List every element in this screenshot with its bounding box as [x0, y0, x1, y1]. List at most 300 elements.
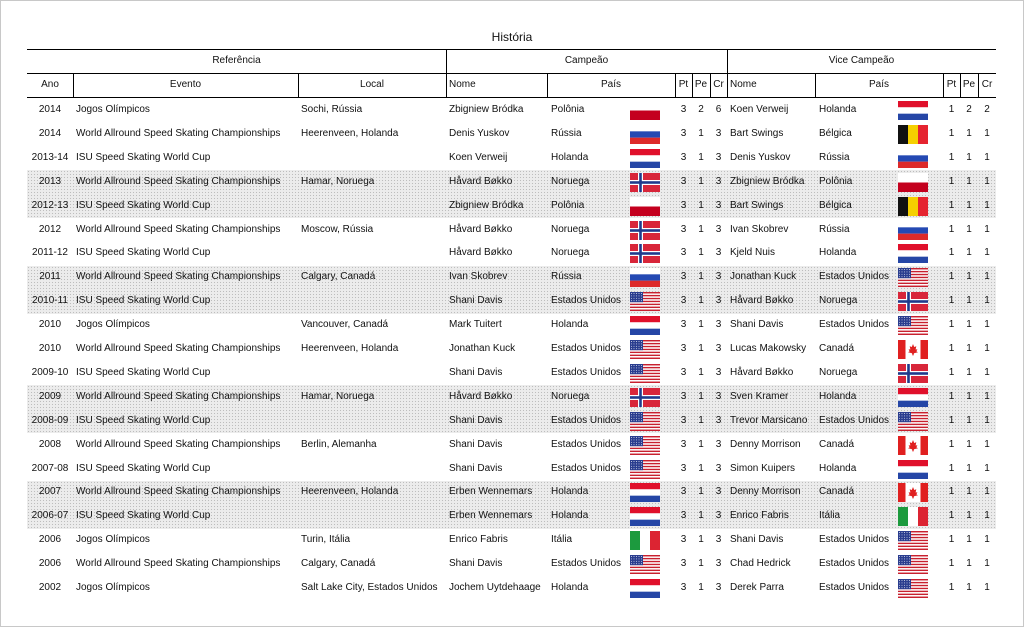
netherlands-flag — [630, 149, 660, 168]
usa-flag — [898, 555, 928, 574]
cell-runner-pt: 1 — [948, 390, 955, 402]
cell-event: World Allround Speed Skating Championships — [76, 390, 281, 402]
cell-runner-country: Bélgica — [819, 199, 852, 211]
cell-champion-pt: 3 — [680, 414, 687, 426]
cell-runner-cr: 1 — [984, 247, 990, 259]
cell-champion-name: Shani Davis — [449, 438, 503, 450]
usa-flag — [898, 412, 928, 431]
cell-year: 2014 — [38, 127, 62, 139]
cell-runner-country: Holanda — [819, 462, 857, 474]
netherlands-flag — [898, 244, 928, 263]
cell-year: 2006 — [38, 558, 62, 570]
cell-runner-country: Estados Unidos — [819, 414, 890, 426]
cell-champion-name: Erben Wennemars — [449, 510, 533, 522]
cell-champion-pe: 1 — [698, 558, 704, 570]
cell-champion-cr: 3 — [715, 534, 722, 546]
cell-event: World Allround Speed Skating Championships — [76, 486, 281, 498]
norway-flag — [630, 221, 660, 240]
cell-year: 2007 — [38, 486, 62, 498]
cell-champion-cr: 3 — [715, 366, 722, 378]
cell-runner-cr: 1 — [984, 462, 990, 474]
column-header-champion-cr: Cr — [713, 79, 724, 90]
netherlands-flag — [898, 101, 928, 120]
cell-event: Jogos Olímpicos — [76, 582, 150, 593]
italy-flag — [898, 507, 928, 526]
cell-champion-name: Shani Davis — [449, 366, 503, 378]
cell-year: 2008-09 — [31, 414, 69, 426]
cell-champion-pe: 1 — [698, 486, 704, 498]
cell-runner-pt: 1 — [948, 247, 955, 259]
cell-champion-cr: 3 — [715, 438, 722, 450]
cell-runner-pe: 1 — [966, 271, 972, 283]
cell-runner-name: Sven Kramer — [730, 390, 789, 402]
cell-runner-pe: 1 — [966, 462, 972, 474]
cell-runner-pe: 1 — [966, 366, 972, 378]
italy-flag — [630, 531, 660, 550]
cell-runner-name: Ivan Skobrev — [730, 223, 789, 235]
cell-runner-pt: 1 — [948, 486, 955, 498]
cell-champion-pe: 1 — [698, 127, 704, 139]
cell-runner-name: Trevor Marsicano — [730, 414, 808, 426]
cell-runner-pe: 1 — [966, 151, 972, 163]
cell-champion-country: Holanda — [551, 510, 589, 522]
cell-runner-pt: 1 — [948, 175, 955, 187]
cell-runner-name: Enrico Fabris — [730, 510, 789, 522]
cell-event: ISU Speed Skating World Cup — [76, 295, 211, 307]
cell-champion-cr: 3 — [715, 295, 722, 307]
cell-year: 2014 — [38, 104, 62, 115]
cell-runner-country: Noruega — [819, 366, 858, 378]
cell-runner-country: Bélgica — [819, 127, 852, 139]
cell-champion-country: Rússia — [551, 127, 582, 139]
cell-runner-pe: 1 — [966, 247, 972, 259]
russia-flag — [898, 149, 928, 168]
cell-champion-country: Polônia — [551, 104, 585, 115]
cell-champion-country: Itália — [551, 534, 573, 546]
cell-event: Jogos Olímpicos — [76, 534, 150, 546]
cell-runner-cr: 1 — [984, 582, 990, 593]
cell-runner-cr: 1 — [984, 127, 990, 139]
cell-champion-country: Noruega — [551, 223, 590, 235]
column-header-event: Evento — [169, 79, 202, 90]
cell-champion-pe: 1 — [698, 390, 704, 402]
cell-event: World Allround Speed Skating Championships — [76, 223, 281, 235]
cell-champion-pe: 1 — [698, 414, 704, 426]
column-header-runner-name: Nome — [730, 79, 757, 90]
cell-location: Hamar, Noruega — [301, 175, 375, 187]
cell-runner-country: Noruega — [819, 295, 858, 307]
cell-runner-pt: 1 — [948, 151, 955, 163]
cell-champion-pt: 3 — [680, 104, 687, 115]
cell-champion-country: Rússia — [551, 271, 582, 283]
cell-champion-pt: 3 — [680, 343, 687, 354]
table-top-rule — [27, 49, 996, 50]
cell-location: Vancouver, Canadá — [301, 319, 389, 331]
cell-year: 2007-08 — [31, 462, 69, 474]
cell-champion-cr: 3 — [715, 151, 722, 163]
cell-champion-pe: 1 — [698, 151, 704, 163]
cell-champion-cr: 3 — [715, 343, 722, 354]
cell-champion-pt: 3 — [680, 558, 687, 570]
canada-flag — [898, 483, 928, 502]
cell-champion-name: Håvard Bøkko — [449, 175, 513, 187]
canada-flag — [898, 340, 928, 359]
cell-runner-pt: 1 — [948, 319, 955, 331]
cell-runner-cr: 1 — [984, 295, 990, 307]
cell-champion-country: Holanda — [551, 582, 589, 593]
cell-runner-name: Bart Swings — [730, 127, 784, 139]
usa-flag — [630, 555, 660, 574]
cell-runner-pe: 1 — [966, 582, 972, 593]
cell-location: Heerenveen, Holanda — [301, 343, 399, 354]
cell-runner-country: Estados Unidos — [819, 319, 890, 331]
cell-champion-pt: 3 — [680, 127, 687, 139]
norway-flag — [630, 388, 660, 407]
cell-location: Moscow, Rússia — [301, 223, 374, 235]
cell-champion-country: Estados Unidos — [551, 343, 622, 354]
cell-event: World Allround Speed Skating Championships — [76, 343, 281, 354]
cell-champion-pt: 3 — [680, 151, 687, 163]
cell-champion-cr: 3 — [715, 199, 722, 211]
cell-location: Calgary, Canadá — [301, 558, 376, 570]
cell-champion-pe: 1 — [698, 223, 704, 235]
usa-flag — [898, 531, 928, 550]
cell-runner-country: Estados Unidos — [819, 534, 890, 546]
column-header-runner-country: País — [868, 79, 889, 90]
cell-runner-pe: 1 — [966, 223, 972, 235]
cell-runner-cr: 1 — [984, 486, 990, 498]
cell-year: 2009-10 — [31, 366, 69, 378]
cell-champion-cr: 6 — [715, 104, 722, 115]
cell-runner-pe: 1 — [966, 534, 972, 546]
cell-event: Jogos Olímpicos — [76, 104, 150, 115]
cell-champion-cr: 3 — [715, 414, 722, 426]
cell-runner-cr: 1 — [984, 510, 990, 522]
cell-champion-pt: 3 — [680, 366, 687, 378]
cell-champion-pt: 3 — [680, 438, 687, 450]
cell-runner-country: Estados Unidos — [819, 271, 890, 283]
belgium-flag — [898, 125, 928, 144]
cell-champion-pe: 1 — [698, 438, 704, 450]
cell-year: 2012-13 — [31, 199, 69, 211]
cell-runner-pt: 1 — [948, 127, 955, 139]
cell-runner-cr: 1 — [984, 414, 990, 426]
column-header-rule — [27, 97, 996, 98]
cell-champion-name: Shani Davis — [449, 558, 503, 570]
cell-champion-name: Håvard Bøkko — [449, 247, 513, 259]
cell-year: 2002 — [38, 582, 62, 593]
netherlands-flag — [630, 483, 660, 502]
column-header-runner-cr: Cr — [981, 79, 993, 90]
cell-champion-pe: 1 — [698, 319, 704, 331]
cell-champion-name: Denis Yuskov — [449, 127, 510, 139]
cell-champion-pe: 1 — [698, 271, 704, 283]
cell-champion-name: Ivan Skobrev — [449, 271, 508, 283]
cell-champion-name: Shani Davis — [449, 295, 503, 307]
cell-champion-pt: 3 — [680, 510, 687, 522]
cell-runner-country: Holanda — [819, 104, 857, 115]
cell-champion-pt: 3 — [680, 390, 687, 402]
cell-runner-pt: 1 — [948, 223, 955, 235]
cell-champion-cr: 3 — [715, 486, 722, 498]
cell-champion-name: Shani Davis — [449, 462, 503, 474]
cell-runner-pt: 1 — [948, 558, 955, 570]
cell-event: ISU Speed Skating World Cup — [76, 151, 211, 163]
norway-flag — [630, 244, 660, 263]
column-header-champion-pt: Pt — [678, 79, 689, 90]
cell-runner-country: Polônia — [819, 175, 853, 187]
cell-runner-cr: 1 — [984, 223, 990, 235]
cell-event: World Allround Speed Skating Championships — [76, 271, 281, 283]
poland-flag — [630, 197, 660, 216]
russia-flag — [630, 125, 660, 144]
cell-champion-pt: 3 — [680, 175, 687, 187]
cell-runner-name: Jonathan Kuck — [730, 271, 797, 283]
cell-champion-pt: 3 — [680, 582, 687, 593]
cell-location: Hamar, Noruega — [301, 390, 375, 402]
cell-champion-country: Noruega — [551, 247, 590, 259]
cell-location: Turin, Itália — [301, 534, 351, 546]
cell-champion-cr: 3 — [715, 271, 722, 283]
cell-event: Jogos Olímpicos — [76, 319, 150, 331]
cell-location: Berlin, Alemanha — [301, 438, 377, 450]
cell-runner-pt: 1 — [948, 104, 955, 115]
cell-event: ISU Speed Skating World Cup — [76, 414, 211, 426]
group-header-champion: Campeão — [564, 55, 609, 66]
cell-runner-name: Denny Morrison — [730, 438, 801, 450]
cell-event: ISU Speed Skating World Cup — [76, 462, 211, 474]
cell-year: 2012 — [38, 223, 62, 235]
belgium-flag — [898, 197, 928, 216]
cell-champion-pt: 3 — [680, 462, 687, 474]
russia-flag — [898, 221, 928, 240]
cell-runner-pe: 1 — [966, 390, 972, 402]
cell-champion-pe: 1 — [698, 247, 704, 259]
cell-year: 2008 — [38, 438, 62, 450]
netherlands-flag — [630, 316, 660, 335]
cell-champion-name: Mark Tuitert — [449, 319, 502, 331]
cell-champion-country: Estados Unidos — [551, 462, 622, 474]
cell-champion-country: Estados Unidos — [551, 295, 622, 307]
usa-flag — [630, 340, 660, 359]
cell-runner-cr: 1 — [984, 390, 990, 402]
cell-champion-name: Enrico Fabris — [449, 534, 508, 546]
poland-flag — [630, 101, 660, 120]
cell-runner-pe: 1 — [966, 558, 972, 570]
cell-runner-pt: 1 — [948, 295, 955, 307]
cell-champion-country: Estados Unidos — [551, 414, 622, 426]
cell-champion-country: Polônia — [551, 199, 585, 211]
norway-flag — [630, 173, 660, 192]
cell-champion-pe: 1 — [698, 534, 704, 546]
cell-champion-country: Noruega — [551, 390, 590, 402]
cell-location: Heerenveen, Holanda — [301, 486, 399, 498]
cell-location: Calgary, Canadá — [301, 271, 376, 283]
cell-year: 2006 — [38, 534, 62, 546]
cell-runner-name: Derek Parra — [730, 582, 784, 593]
netherlands-flag — [898, 388, 928, 407]
cell-champion-pt: 3 — [680, 319, 687, 331]
cell-runner-pt: 1 — [948, 366, 955, 378]
group-header-rule — [27, 73, 996, 74]
cell-event: World Allround Speed Skating Championships — [76, 175, 281, 187]
cell-champion-cr: 3 — [715, 223, 722, 235]
cell-champion-pe: 1 — [698, 295, 704, 307]
cell-runner-country: Canadá — [819, 438, 855, 450]
cell-event: ISU Speed Skating World Cup — [76, 366, 211, 378]
cell-champion-cr: 3 — [715, 175, 722, 187]
cell-champion-name: Koen Verweij — [449, 151, 508, 163]
cell-runner-pt: 1 — [948, 534, 955, 546]
cell-year: 2009 — [38, 390, 62, 402]
cell-event: ISU Speed Skating World Cup — [76, 510, 211, 522]
cell-runner-country: Holanda — [819, 247, 857, 259]
column-header-location: Local — [360, 79, 384, 90]
column-header-year: Ano — [41, 79, 59, 90]
cell-runner-pt: 1 — [948, 462, 955, 474]
russia-flag — [630, 268, 660, 287]
cell-champion-name: Jonathan Kuck — [449, 343, 516, 354]
usa-flag — [630, 412, 660, 431]
cell-champion-country: Estados Unidos — [551, 558, 622, 570]
cell-runner-pe: 1 — [966, 510, 972, 522]
usa-flag — [630, 292, 660, 311]
cell-runner-pt: 1 — [948, 199, 955, 211]
cell-champion-pe: 1 — [698, 199, 704, 211]
canada-flag — [898, 436, 928, 455]
cell-year: 2010-11 — [32, 295, 68, 307]
cell-year: 2010 — [38, 319, 62, 331]
cell-champion-name: Håvard Bøkko — [449, 223, 513, 235]
cell-runner-country: Rússia — [819, 223, 850, 235]
cell-runner-name: Håvard Bøkko — [730, 366, 794, 378]
cell-year: 2011-12 — [32, 247, 68, 259]
cell-champion-cr: 3 — [715, 558, 722, 570]
cell-runner-cr: 1 — [984, 534, 990, 546]
cell-champion-name: Jochem Uytdehaage — [449, 582, 541, 593]
column-header-champion-name: Nome — [449, 79, 476, 90]
cell-event: World Allround Speed Skating Championships — [76, 558, 281, 570]
cell-runner-pt: 1 — [948, 343, 955, 354]
cell-year: 2013 — [38, 175, 62, 187]
cell-champion-pt: 3 — [680, 486, 687, 498]
cell-year: 2006-07 — [31, 510, 69, 522]
netherlands-flag — [630, 507, 660, 526]
cell-runner-cr: 1 — [984, 151, 990, 163]
cell-runner-country: Estados Unidos — [819, 558, 890, 570]
cell-event: World Allround Speed Skating Championships — [76, 127, 281, 139]
cell-runner-pe: 1 — [966, 438, 972, 450]
cell-champion-country: Holanda — [551, 319, 589, 331]
netherlands-flag — [898, 460, 928, 479]
cell-runner-pt: 1 — [948, 414, 955, 426]
cell-champion-pe: 1 — [698, 175, 704, 187]
column-header-runner-pe: Pe — [962, 79, 976, 90]
norway-flag — [898, 292, 928, 311]
cell-runner-pt: 1 — [948, 271, 955, 283]
cell-year: 2011 — [39, 271, 61, 283]
norway-flag — [898, 364, 928, 383]
cell-runner-name: Shani Davis — [730, 319, 784, 331]
cell-champion-country: Estados Unidos — [551, 366, 622, 378]
cell-runner-pt: 1 — [948, 438, 955, 450]
cell-champion-pe: 1 — [698, 343, 704, 354]
cell-champion-country: Noruega — [551, 175, 590, 187]
cell-runner-pe: 1 — [966, 175, 972, 187]
cell-runner-name: Shani Davis — [730, 534, 784, 546]
cell-runner-cr: 2 — [984, 104, 990, 115]
cell-champion-cr: 3 — [715, 390, 722, 402]
cell-runner-name: Bart Swings — [730, 199, 784, 211]
cell-runner-pe: 1 — [966, 319, 972, 331]
cell-runner-pt: 1 — [948, 510, 955, 522]
cell-event: ISU Speed Skating World Cup — [76, 247, 211, 259]
cell-runner-cr: 1 — [984, 366, 990, 378]
cell-runner-cr: 1 — [984, 319, 990, 331]
cell-runner-name: Simon Kuipers — [730, 462, 796, 474]
cell-champion-cr: 3 — [715, 127, 722, 139]
poland-flag — [898, 173, 928, 192]
cell-champion-country: Holanda — [551, 151, 589, 163]
cell-runner-name: Koen Verweij — [730, 104, 789, 115]
cell-champion-name: Shani Davis — [449, 414, 503, 426]
cell-year: 2010 — [38, 343, 62, 354]
cell-champion-cr: 3 — [715, 247, 722, 259]
cell-champion-pe: 2 — [698, 104, 704, 115]
usa-flag — [630, 460, 660, 479]
cell-runner-pe: 2 — [966, 104, 972, 115]
cell-champion-name: Zbigniew Bródka — [449, 104, 524, 115]
cell-champion-cr: 3 — [715, 582, 722, 593]
cell-location: Salt Lake City, Estados Unidos — [301, 582, 438, 593]
cell-champion-cr: 3 — [715, 319, 722, 331]
cell-champion-country: Estados Unidos — [551, 438, 622, 450]
cell-runner-cr: 1 — [984, 343, 990, 354]
cell-runner-country: Canadá — [819, 486, 855, 498]
usa-flag — [630, 436, 660, 455]
page-title: História — [491, 30, 533, 44]
cell-runner-pe: 1 — [966, 295, 972, 307]
column-header-champion-country: País — [600, 79, 621, 90]
cell-runner-cr: 1 — [984, 175, 990, 187]
cell-champion-country: Holanda — [551, 486, 589, 498]
cell-runner-pe: 1 — [966, 414, 972, 426]
usa-flag — [898, 268, 928, 287]
group-header-reference: Referência — [212, 55, 261, 66]
cell-champion-pt: 3 — [680, 199, 687, 211]
cell-champion-cr: 3 — [715, 462, 722, 474]
cell-runner-country: Canadá — [819, 343, 855, 354]
cell-champion-name: Erben Wennemars — [449, 486, 533, 498]
cell-runner-pt: 1 — [948, 582, 955, 593]
cell-champion-pt: 3 — [680, 247, 687, 259]
cell-runner-pe: 1 — [966, 199, 972, 211]
cell-champion-pt: 3 — [680, 223, 687, 235]
cell-event: ISU Speed Skating World Cup — [76, 199, 211, 211]
cell-runner-name: Håvard Bøkko — [730, 295, 794, 307]
cell-runner-pe: 1 — [966, 343, 972, 354]
cell-runner-country: Estados Unidos — [819, 582, 890, 593]
cell-champion-pe: 1 — [698, 462, 704, 474]
cell-champion-pt: 3 — [680, 295, 687, 307]
cell-runner-country: Holanda — [819, 390, 857, 402]
cell-runner-country: Itália — [819, 510, 841, 522]
cell-champion-name: Håvard Bøkko — [449, 390, 513, 402]
cell-champion-pe: 1 — [698, 510, 704, 522]
cell-location: Heerenveen, Holanda — [301, 127, 399, 139]
column-header-runner-pt: Pt — [946, 79, 957, 90]
cell-champion-pt: 3 — [680, 534, 687, 546]
